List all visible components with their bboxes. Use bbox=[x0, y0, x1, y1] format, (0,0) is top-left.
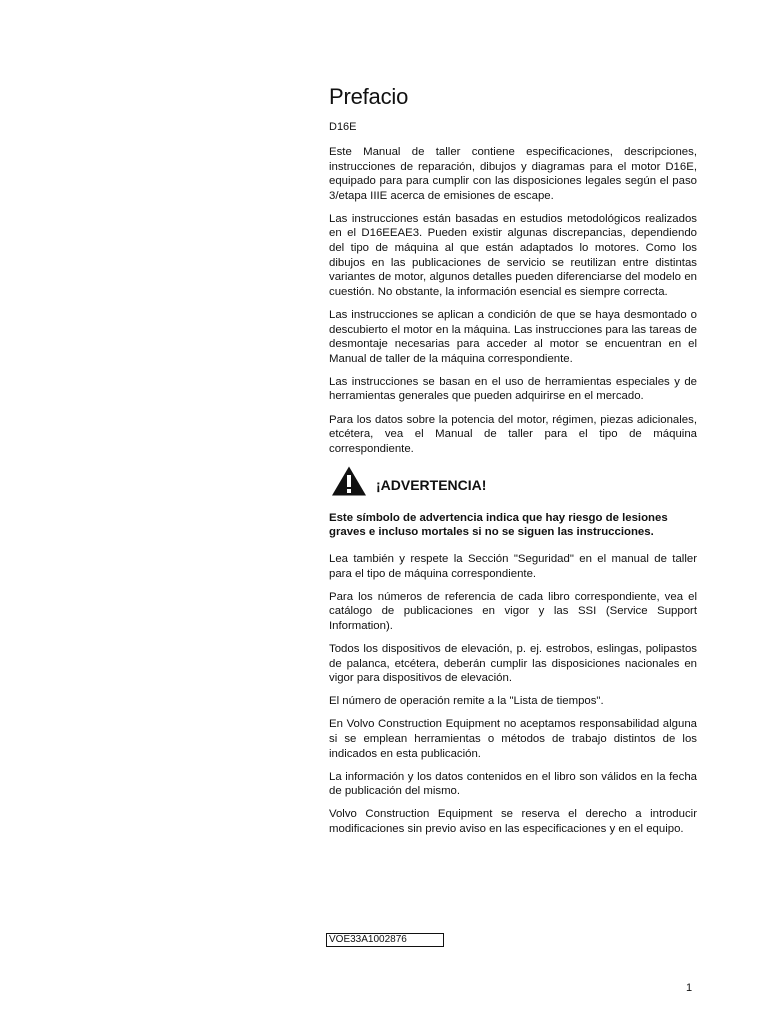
paragraph: Las instrucciones se basan en el uso de herramientas especiales y de herramientas generales que pueden adquirirse en el mercado. bbox=[329, 375, 697, 403]
paragraph: Para los números de referencia de cada libro correspondiente, vea el catálogo de publicaciones en vigor y las SSI (Service Support Information). bbox=[329, 590, 697, 632]
paragraph: Este Manual de taller contiene especificaciones, descripciones, instrucciones de reparación, dibujos y diagramas para el motor D16E, equipado para para cumplir con las disposiciones legales según el paso 3/etapa IIIE acerca de emisiones de escape. bbox=[329, 146, 697, 202]
page-content bbox=[329, 83, 697, 845]
paragraph: Todos los dispositivos de elevación, p. ej. estrobos, eslingas, polipastos de palanca, etcétera, deberán cumplir las disposiciones nacionales en vigor para dispositivos de elevación. bbox=[329, 642, 697, 685]
document-code: VOE33A1002876 bbox=[326, 933, 444, 947]
warning-title: ¡ADVERTENCIA! bbox=[376, 476, 487, 493]
warning-text: Este símbolo de advertencia indica que hay riesgo de lesiones graves e incluso mortales si no se siguen las instrucciones. bbox=[329, 511, 668, 539]
warning-box bbox=[329, 465, 697, 501]
paragraph: El número de operación remite a la "Lista de tiempos". bbox=[329, 695, 604, 708]
paragraph: Las instrucciones están basadas en estudios metodológicos realizados en el D16EEAE3. Pueden existir algunas discrepancias, dependiendo del tipo de máquina al que están adaptados lo motores. Como los dibujos en las publicaciones de servicio se reutilizan entre distintas variantes de motor, algunos detalles pueden diferenciarse del modelo en cuestión. No obstante, la información esencial es siempre correcta. bbox=[329, 212, 697, 298]
page-title: Prefacio bbox=[329, 84, 409, 109]
paragraph: Volvo Construction Equipment se reserva el derecho a introducir modificaciones sin previo aviso en las especificaciones y en el equipo. bbox=[329, 808, 697, 835]
paragraph: Las instrucciones se aplican a condición de que se haya desmontado o descubierto el motor en la máquina. Las instrucciones para las tareas de desmontaje necesarias para acceder al motor se encuentran en el Manual de taller de la máquina correspondiente. bbox=[329, 308, 697, 365]
warning-triangle-icon bbox=[331, 465, 367, 497]
paragraph: En Volvo Construction Equipment no aceptamos responsabilidad alguna si se emplean herramientas o métodos de trabajo distintos de los indicados en esta publicación. bbox=[329, 718, 697, 760]
paragraph: La información y los datos contenidos en el libro son válidos en la fecha de publicación del mismo. bbox=[329, 770, 697, 798]
paragraph: Lea también y respete la Sección "Seguridad" en el manual de taller para el tipo de máquina correspondiente. bbox=[329, 552, 697, 580]
engine-model: D16E bbox=[329, 121, 357, 133]
page-number: 1 bbox=[686, 982, 693, 994]
paragraph: Para los datos sobre la potencia del motor, régimen, piezas adicionales, etcétera, vea el Manual de taller para el tipo de máquina correspondiente. bbox=[329, 413, 697, 455]
